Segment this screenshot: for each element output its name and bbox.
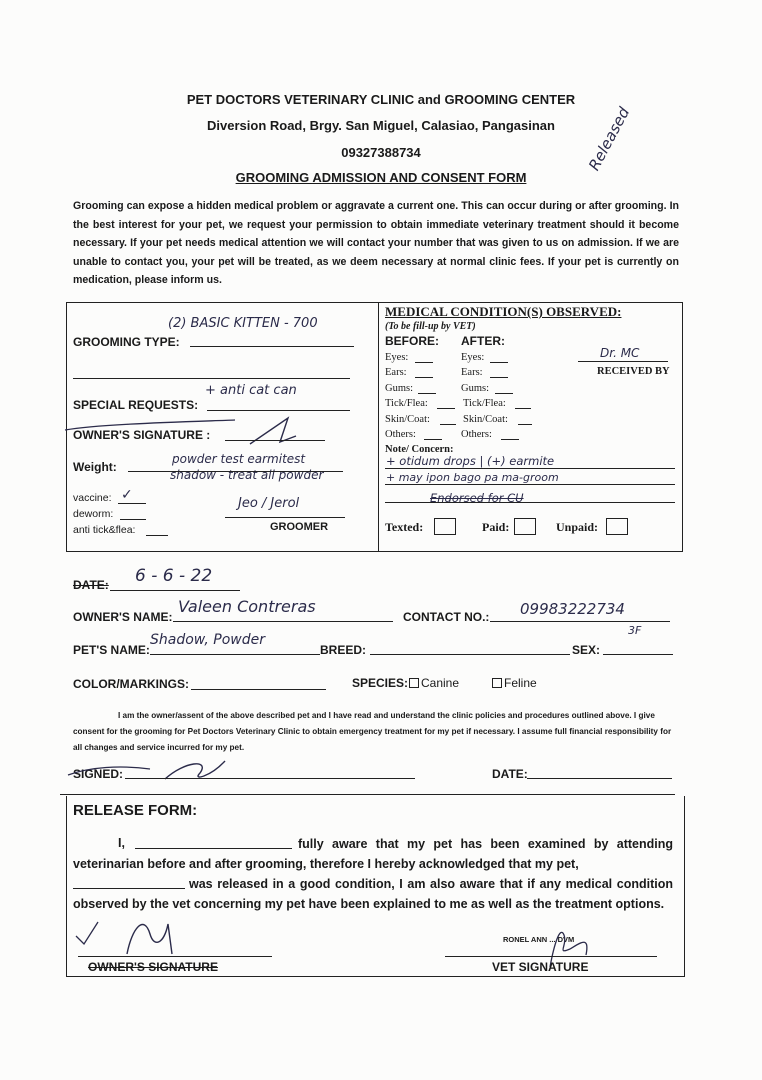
groomer-label: GROOMER [270,521,329,533]
texted-checkbox[interactable] [434,518,456,535]
signed-signature-scribble [60,753,240,785]
owner-signature-label: OWNER'S SIGNATURE : [73,428,211,442]
note-label: Note/ Concern: [385,444,454,455]
pet-name-value[interactable]: Shadow, Powder [150,632,265,648]
note-line-2[interactable]: + may ipon bago pa ma-groom [386,471,559,484]
owner-name-value[interactable]: Valeen Contreras [178,597,316,616]
anti-tick-label: anti tick&flea: [73,524,136,536]
signed-label: SIGNED: [73,767,124,781]
special-requests-value[interactable]: + anti cat can [205,383,297,398]
release-i-label: I, [118,836,125,850]
owner-signature-scribble [60,412,300,448]
sex-label: SEX: [572,643,601,657]
before-ears: Ears: [385,367,407,378]
after-tick: Tick/Flea: [463,398,506,409]
special-requests-line [207,410,350,411]
consent-paragraph: I am the owner/assent of the above described pet and I have read and understand the clinic policies and procedures outlined above. I give consent for the grooming for Pet Doctors Veterinary Clinic to obtain emergency treatment for my pet if necessary. I assume full financial responsibility for all changes and service incurred for my pet. [73,711,672,752]
release-text-2: was released in a good condition, I am also aware that if any medical condition observed by the vet concerning my pet have been explained to me as well as the treatment options. [73,877,673,911]
pet-name-label: PET'S NAME: [73,643,150,657]
note-line-1[interactable]: + otidum drops | (+) earmite [386,454,555,468]
release-text-1: fully aware that my pet has been examined by attending veterinarian before and after grooming, therefore I hereby acknowledged that my pet, [73,837,673,871]
clinic-address: Diversion Road, Brgy. San Miguel, Calasiao, Pangasinan [207,118,555,133]
intro-paragraph: Grooming can expose a hidden medical problem or aggravate a current one. This can occur during or after grooming. In the best interest for your pet, we request your permission to obtain immediate veterinary treatment should it become necessary. If your pet needs medical attention we will contact your number that was given to us on admission. If we are unable to contact you, your pet will be treated, as we deem necessary at normal clinic fees. If your pet is currently on medication, please inform us. [73,200,679,286]
received-by-value[interactable]: Dr. MC [600,346,640,360]
owner-name-label: OWNER'S NAME: [73,610,173,624]
before-tick: Tick/Flea: [385,398,428,409]
canine-checkbox[interactable] [409,678,419,688]
grooming-type-label: GROOMING TYPE: [73,335,180,349]
unpaid-label: Unpaid: [556,520,599,534]
after-skin: Skin/Coat: [463,414,508,425]
texted-label: Texted: [385,520,424,534]
unpaid-checkbox[interactable] [606,518,628,535]
before-skin: Skin/Coat: [385,414,430,425]
vaccine-label: vaccine: [73,492,112,504]
feline-checkbox[interactable] [492,678,502,688]
weight-note-1[interactable]: powder test earmitest [172,452,306,466]
vaccine-check-icon[interactable]: ✓ [121,487,133,503]
paid-checkbox[interactable] [514,518,536,535]
weight-label: Weight: [73,460,117,474]
canine-label: Canine [421,676,460,690]
signed-date-label: DATE: [492,767,528,781]
paid-label: Paid: [482,520,510,534]
date-value[interactable]: 6 - 6 - 22 [135,566,213,586]
form-title: GROOMING ADMISSION AND CONSENT FORM [235,170,527,185]
grooming-type-line [190,346,354,347]
after-others: Others: [461,429,492,440]
release-owner-signature-label: OWNER'S SIGNATURE [88,960,218,974]
grooming-type-value[interactable]: (2) BASIC KITTEN - 700 [168,316,318,331]
before-others: Others: [385,429,416,440]
before-label: BEFORE: [385,334,439,348]
before-eyes: Eyes: [385,352,409,363]
before-gums: Gums: [385,383,414,394]
medical-title: MEDICAL CONDITION(S) OBSERVED: [385,304,622,319]
deworm-label: deworm: [73,508,114,520]
clinic-phone: 09327388734 [341,145,421,160]
after-eyes: Eyes: [461,352,485,363]
date-label: DATE: [73,578,109,592]
release-title: RELEASE FORM: [73,802,198,819]
medical-subtitle: (To be fill-up by VET) [385,321,476,332]
feline-label: Feline [504,676,537,690]
note-line-3[interactable]: Endorsed for CU [430,491,524,505]
after-label: AFTER: [461,334,505,348]
weight-note-2[interactable]: shadow - treat all powder [170,468,324,482]
received-by-label: RECEIVED BY [597,366,670,377]
vet-signature-label: VET SIGNATURE [492,960,589,974]
clinic-name: PET DOCTORS VETERINARY CLINIC and GROOMING CENTER [186,92,576,107]
after-gums: Gums: [461,383,490,394]
sex-note[interactable]: 3F [628,624,642,637]
species-label: SPECIES: [352,676,409,690]
contact-label: CONTACT NO.: [403,610,490,624]
release-owner-signature-scribble [72,908,192,958]
breed-label: BREED: [320,643,367,657]
groomer-value[interactable]: Jeo / Jerol [238,496,300,511]
vet-name: RONEL ANN ... DVM [503,935,575,944]
grooming-type-line-2 [73,378,350,379]
after-ears: Ears: [461,367,483,378]
released-stamp: Released [585,104,634,174]
color-markings-label: COLOR/MARKINGS: [73,677,189,691]
contact-value[interactable]: 09983222734 [520,600,625,618]
special-requests-label: SPECIAL REQUESTS: [73,398,199,412]
